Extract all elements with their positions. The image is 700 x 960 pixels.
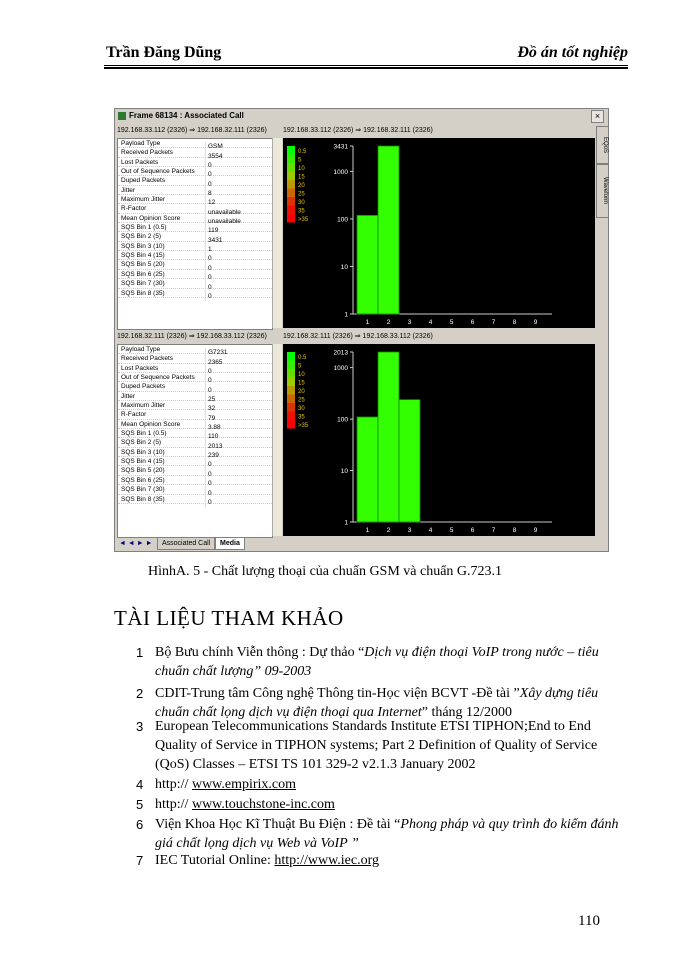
stats-value: 0	[205, 161, 212, 170]
stats-row	[118, 364, 272, 376]
x-tick-label: 5	[449, 319, 454, 326]
stats-value: unavailable	[205, 217, 241, 226]
stats-value: 2013	[205, 442, 222, 451]
stats-row	[118, 354, 272, 366]
legend-label: 0.5	[298, 149, 307, 155]
stats-row	[118, 382, 272, 394]
reference-link[interactable]: www.empirix.com	[191, 777, 297, 792]
reference-number: 6	[136, 817, 144, 832]
stats-key: Out of Sequence Packets	[121, 374, 195, 382]
x-tick-label: 3	[407, 527, 412, 534]
x-tick-label: 5	[449, 527, 454, 534]
stats-value: 0	[205, 498, 212, 507]
bottom-tab-bar	[115, 538, 608, 550]
tab-nav-arrows[interactable]: ◄ ◄ ► ►	[119, 540, 153, 547]
x-tick-label: 1	[365, 527, 370, 534]
close-icon[interactable]: ×	[591, 110, 604, 123]
stats-row	[118, 223, 272, 235]
stats-row	[118, 195, 272, 207]
stats-row	[118, 438, 272, 450]
stats-row	[118, 401, 272, 413]
y-tick-label: 100	[337, 416, 348, 424]
side-tab-eqos[interactable]: EQoS	[596, 126, 609, 164]
legend-label: 15	[298, 174, 305, 181]
stats-key: Out of Sequence Packets	[121, 168, 195, 176]
stats-key: Received Packets	[121, 149, 174, 157]
stats-key: SQS Bin 7 (30)	[121, 486, 165, 494]
stats-row	[118, 495, 272, 504]
x-tick-label: 4	[428, 527, 433, 534]
reference-number: 3	[136, 719, 144, 734]
stats-row	[118, 204, 272, 216]
stats-row	[118, 410, 272, 422]
stats-row	[118, 251, 272, 263]
stats-value: 0	[205, 273, 212, 282]
stats-key: SQS Bin 4 (15)	[121, 252, 165, 260]
chart-bar	[378, 352, 399, 522]
side-tabs	[596, 126, 607, 356]
stats-row	[118, 176, 272, 188]
stats-value: 12	[205, 198, 215, 207]
y-tick-label: 10	[340, 468, 348, 476]
stats-value: 0	[205, 367, 212, 376]
stats-key: SQS Bin 3 (10)	[121, 242, 165, 250]
chart-bar	[357, 215, 378, 314]
legend-label: 35	[298, 414, 305, 421]
pane1-left-address: 192.168.33.112 (2326) ⇒ 192.168.32.111 (2326)	[117, 125, 281, 137]
legend-swatch	[287, 420, 295, 429]
stats-key: SQS Bin 8 (35)	[121, 495, 165, 503]
stats-value: unavailable	[205, 208, 241, 217]
pane2-chart	[283, 344, 595, 536]
legend-label: 10	[298, 372, 305, 378]
legend-swatch	[287, 206, 295, 215]
stats-key: SQS Bin 3 (10)	[121, 448, 165, 456]
window-title: Frame 68134 : Associated Call	[129, 111, 244, 120]
y-tick-label: 2013	[333, 349, 348, 357]
x-tick-label: 1	[365, 319, 370, 326]
legend-swatch	[287, 386, 295, 395]
legend-swatch	[287, 197, 295, 206]
stats-value: 8	[205, 189, 212, 198]
stats-row	[118, 232, 272, 244]
stats-row	[118, 485, 272, 497]
references-title: TÀI LIỆU THAM KHẢO	[114, 606, 344, 630]
stats-row	[118, 466, 272, 478]
stats-value: 0	[205, 292, 212, 301]
stats-key: SQS Bin 7 (30)	[121, 280, 165, 288]
stats-value: 2365	[205, 358, 222, 367]
legend-swatch	[287, 180, 295, 189]
stats-key: Duped Packets	[121, 383, 166, 391]
legend-swatch	[287, 163, 295, 172]
legend-swatch	[287, 378, 295, 387]
legend-label: 30	[298, 200, 305, 206]
stats-row	[118, 345, 272, 357]
stats-key: SQS Bin 1 (0.5)	[121, 430, 167, 438]
stats-row	[118, 139, 272, 151]
stats-key: SQS Bin 6 (25)	[121, 270, 165, 278]
reference-item: 4 http:// www.empirix.com	[136, 777, 297, 792]
stats-value: 0	[205, 460, 212, 469]
reference-link[interactable]: http://www.iec.org	[274, 853, 380, 868]
reference-item: 7 IEC Tutorial Online: http://www.iec.org	[136, 853, 380, 868]
legend-swatch	[287, 172, 295, 181]
y-tick-label: 1	[344, 519, 348, 527]
stats-value: 3431	[205, 236, 222, 245]
legend-label: 0.5	[298, 355, 307, 361]
chart-bar	[399, 400, 420, 522]
pane2-left-address: 192.168.32.111 (2326) ⇒ 192.168.33.112 (2326)	[117, 331, 281, 343]
reference-number: 4	[136, 777, 144, 792]
pane1-chart-svg	[283, 138, 595, 328]
pane2-stats-table	[117, 344, 273, 538]
stats-key: R-Factor	[121, 205, 147, 213]
stats-row	[118, 167, 272, 179]
associated-call-window	[114, 108, 609, 552]
pane2-chart-svg	[283, 344, 595, 536]
y-tick-label: 100	[337, 216, 348, 224]
stats-key: Jitter	[121, 392, 136, 400]
stats-key: Lost Packets	[121, 158, 159, 166]
pane1-right-address: 192.168.33.112 (2326) ⇒ 192.168.32.111 (2326)	[283, 125, 595, 137]
stats-value: 79	[205, 414, 215, 423]
y-tick-label: 1000	[333, 365, 348, 373]
y-tick-label: 1	[344, 311, 348, 319]
stats-row	[118, 420, 272, 432]
stats-key: Jitter	[121, 186, 136, 194]
x-tick-label: 2	[386, 527, 391, 534]
stats-row	[118, 373, 272, 385]
x-tick-label: 3	[407, 319, 412, 326]
stats-row	[118, 214, 272, 226]
stats-row	[118, 158, 272, 170]
stats-value: 0	[205, 376, 212, 385]
legend-label: 35	[298, 208, 305, 215]
stats-key: SQS Bin 1 (0.5)	[121, 224, 167, 232]
stats-value: 0	[205, 283, 212, 292]
stats-row	[118, 279, 272, 291]
stats-row	[118, 429, 272, 441]
stats-value: 25	[205, 395, 215, 404]
legend-label: 25	[298, 397, 305, 404]
stats-key: SQS Bin 5 (20)	[121, 467, 165, 475]
legend-swatch	[287, 352, 295, 361]
pane2-right-address: 192.168.32.111 (2326) ⇒ 192.168.33.112 (2326)	[283, 331, 595, 343]
stats-row	[118, 242, 272, 254]
legend-label: 20	[298, 183, 305, 189]
pane2-scrollbar[interactable]	[272, 344, 282, 536]
stats-key: SQS Bin 6 (25)	[121, 476, 165, 484]
stats-value: GSM	[205, 142, 223, 151]
stats-value: 3554	[205, 152, 222, 161]
legend-swatch	[287, 361, 295, 370]
x-tick-label: 8	[512, 319, 517, 326]
stats-value: 0	[205, 180, 212, 189]
stats-value: G7231	[205, 348, 228, 357]
stats-key: Maximum Jitter	[121, 196, 166, 204]
stats-value: 0	[205, 264, 212, 273]
legend-label: 30	[298, 406, 305, 412]
stats-key: SQS Bin 2 (5)	[121, 233, 162, 241]
x-tick-label: 9	[533, 319, 538, 326]
stats-value: 0	[205, 254, 212, 263]
pane1-chart	[283, 138, 595, 328]
legend-swatch	[287, 395, 295, 404]
x-tick-label: 7	[491, 527, 496, 534]
x-tick-label: 2	[386, 319, 391, 326]
tab-associated-call[interactable]: Associated Call	[157, 538, 215, 550]
window-titlebar	[115, 109, 608, 124]
reference-link[interactable]: www.touchstone-inc.com	[191, 797, 335, 812]
pane1-stats-table	[117, 138, 273, 330]
x-tick-label: 6	[470, 527, 475, 534]
legend-label: >35	[298, 423, 309, 429]
stats-value: 0	[205, 470, 212, 479]
stats-row	[118, 457, 272, 469]
y-tick-label: 3431	[333, 143, 348, 151]
legend-swatch	[287, 403, 295, 412]
legend-swatch	[287, 214, 295, 223]
reference-number: 2	[136, 686, 144, 701]
app-icon	[118, 112, 126, 120]
stats-key: Payload Type	[121, 140, 161, 147]
legend-swatch	[287, 369, 295, 378]
x-tick-label: 8	[512, 527, 517, 534]
header-doc-type: Đồ án tốt nghiệp	[517, 44, 628, 61]
stats-key: Mean Opinion Score	[121, 420, 181, 428]
legend-label: 20	[298, 389, 305, 395]
header-author: Trần Đăng Dũng	[106, 44, 222, 61]
reference-number: 1	[136, 645, 144, 660]
stats-key: Payload Type	[121, 346, 161, 353]
reference-item: 6 Viện Khoa Học Kĩ Thuật Bu Điện : Đề tài “Phong pháp và quy trình đo kiểm đánh giá chất lọng dịch vụ Web và VoIP ”	[136, 817, 619, 851]
stats-row	[118, 148, 272, 160]
legend-label: 5	[298, 157, 302, 164]
reference-item: 1 Bộ Bưu chính Viễn thông : Dự thảo “Dịch vụ điện thoại VoIP trong nước – tiêu chuẩn chất lượng” 09-2003	[136, 645, 599, 679]
legend-swatch	[287, 146, 295, 155]
stats-value: 32	[205, 404, 215, 413]
stats-key: R-Factor	[121, 411, 147, 419]
stats-row	[118, 260, 272, 272]
stats-key: Mean Opinion Score	[121, 214, 181, 222]
stats-value: 3.88	[205, 423, 221, 432]
legend-swatch	[287, 412, 295, 421]
x-tick-label: 6	[470, 319, 475, 326]
header-rule	[104, 65, 628, 69]
reference-item: 5 http:// www.touchstone-inc.com	[136, 797, 335, 812]
stats-value: 119	[205, 226, 218, 235]
stats-key: SQS Bin 4 (15)	[121, 458, 165, 466]
stats-key: Lost Packets	[121, 364, 159, 372]
stats-key: SQS Bin 5 (20)	[121, 261, 165, 269]
side-tab-waveform[interactable]: Waveform	[596, 164, 609, 218]
stats-value: 239	[205, 451, 219, 460]
reference-item: 3 European Telecommunications Standards Institute ETSI TIPHON;End to End Quality of Service in TIPHON systems; Part 2 Definition of Quality of Service (QoS) Classes – ETSI TS 101 329-2 v2.1.3 January 2002	[136, 719, 598, 772]
chart-bar	[357, 417, 378, 522]
stats-row	[118, 392, 272, 404]
stats-value: 0	[205, 170, 212, 179]
x-tick-label: 7	[491, 319, 496, 326]
pane1-scrollbar[interactable]	[272, 138, 282, 328]
y-tick-label: 10	[340, 263, 348, 271]
x-tick-label: 9	[533, 527, 538, 534]
stats-key: Duped Packets	[121, 177, 166, 185]
stats-value: 0	[205, 479, 212, 488]
legend-label: 10	[298, 166, 305, 172]
stats-value: 1	[205, 245, 212, 254]
tab-media[interactable]: Media	[215, 538, 245, 550]
stats-key: SQS Bin 2 (5)	[121, 439, 162, 447]
legend-swatch	[287, 155, 295, 164]
stats-key: SQS Bin 8 (35)	[121, 289, 165, 297]
y-tick-label: 1000	[333, 168, 348, 176]
reference-number: 7	[136, 853, 144, 868]
reference-number: 5	[136, 797, 144, 812]
legend-label: 15	[298, 380, 305, 387]
legend-label: >35	[298, 217, 309, 223]
stats-key: Maximum Jitter	[121, 402, 166, 410]
stats-row	[118, 186, 272, 198]
stats-row	[118, 289, 272, 298]
legend-swatch	[287, 189, 295, 198]
figure-caption: HìnhA. 5 - Chất lượng thoại của chuẩn GSM và chuẩn G.723.1	[148, 564, 503, 579]
page-number: 110	[578, 913, 600, 929]
x-tick-label: 4	[428, 319, 433, 326]
stats-row	[118, 448, 272, 460]
legend-label: 5	[298, 363, 302, 370]
chart-bar	[378, 146, 399, 314]
stats-value: 110	[205, 432, 218, 441]
legend-label: 25	[298, 191, 305, 198]
reference-item: 2 CDIT-Trung tâm Công nghệ Thông tin-Học viện BCVT -Đề tài ”Xây dựng tiêu chuẩn chất lọng dịch vụ điện thoại qua Internet” tháng 12/2000	[136, 686, 599, 720]
stats-value: 0	[205, 386, 212, 395]
stats-value: 0	[205, 489, 212, 498]
stats-key: Received Packets	[121, 355, 174, 363]
stats-row	[118, 476, 272, 488]
stats-row	[118, 270, 272, 282]
